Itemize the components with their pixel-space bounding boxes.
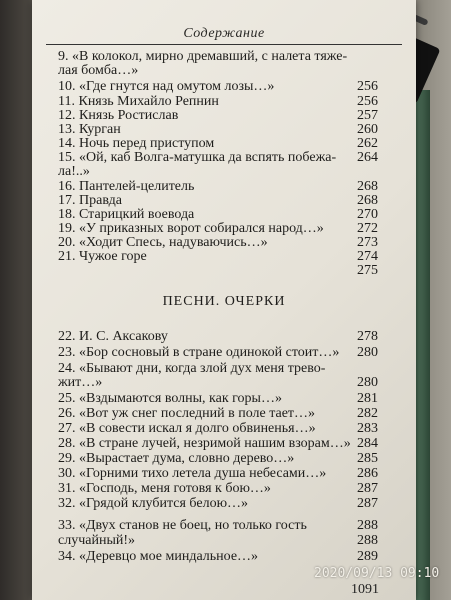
toc-entry bbox=[58, 550, 378, 564]
toc-entry bbox=[58, 236, 378, 250]
toc-entry bbox=[58, 437, 378, 451]
toc-entry-text: лая бомба…» bbox=[58, 63, 139, 78]
toc-entry-page: 286 bbox=[357, 466, 378, 481]
toc-entry bbox=[58, 422, 378, 436]
toc-entry-page: 278 bbox=[357, 329, 378, 344]
book-page bbox=[32, 0, 416, 600]
toc-entry-page: 262 bbox=[357, 136, 378, 151]
toc-entry bbox=[58, 392, 378, 406]
toc-entry-page: 268 bbox=[357, 193, 378, 208]
toc-entry-page: 270 bbox=[357, 207, 378, 222]
toc-entry-text: 32. «Грядой клубится белою…» bbox=[58, 496, 249, 511]
toc-entry bbox=[58, 519, 378, 533]
toc-entry bbox=[58, 50, 378, 64]
toc-entry bbox=[58, 362, 378, 376]
toc-entry-page: 288 bbox=[357, 533, 378, 548]
toc-entry-page: 268 bbox=[357, 179, 378, 194]
toc-entry-page: 272 bbox=[357, 221, 378, 236]
toc-entry-text: 33. «Двух станов не боец, но только гость bbox=[58, 518, 307, 533]
toc-entry-page: 256 bbox=[357, 94, 378, 109]
toc-entry bbox=[58, 534, 378, 548]
toc-entry-text: 26. «Вот уж снег последний в поле тает…» bbox=[58, 406, 316, 421]
toc-entry-text: 15. «Ой, каб Волга-матушка да вспять побежа- bbox=[58, 150, 337, 165]
toc-entry-text: 27. «В совести искал я долго обвиненья…» bbox=[58, 421, 316, 436]
toc-entry bbox=[58, 123, 378, 137]
toc-entry bbox=[58, 194, 378, 208]
toc-entry-page: 273 bbox=[357, 235, 378, 250]
toc-entry bbox=[58, 346, 378, 360]
toc-entry-text: 19. «У приказных ворот собирался народ…» bbox=[58, 221, 324, 236]
toc-entry bbox=[58, 151, 378, 165]
toc-entry bbox=[58, 222, 378, 236]
toc-entry-text: 22. И. С. Аксакову bbox=[58, 329, 168, 344]
toc-entry-text: 28. «В стране лучей, незримой нашим взорам…» bbox=[58, 436, 351, 451]
toc-entry-text: 34. «Деревцо мое миндальное…» bbox=[58, 549, 259, 564]
toc-entry-page: 260 bbox=[357, 122, 378, 137]
toc-entry-text: случайный!» bbox=[58, 533, 135, 548]
toc-entry bbox=[58, 250, 378, 264]
toc-entry bbox=[58, 208, 378, 222]
toc-entry-page: 284 bbox=[357, 436, 378, 451]
toc-entry bbox=[58, 376, 378, 390]
toc-entry bbox=[58, 467, 378, 481]
toc-entry bbox=[58, 180, 378, 194]
toc-entry-page: 280 bbox=[357, 375, 378, 390]
toc-entry-text: 16. Пантелей-целитель bbox=[58, 179, 195, 194]
toc-entry-page: 257 bbox=[357, 108, 378, 123]
toc-entry bbox=[58, 109, 378, 123]
toc-entry bbox=[58, 452, 378, 466]
toc-entry-text: 30. «Горними тихо летела душа небесами…» bbox=[58, 466, 327, 481]
toc-entry-page: 288 bbox=[357, 518, 378, 533]
toc-entry-text: жит…» bbox=[58, 375, 103, 390]
toc-entry bbox=[58, 482, 378, 496]
toc-entry-page: 287 bbox=[357, 481, 378, 496]
running-title: Содержание bbox=[183, 26, 265, 41]
toc-entry bbox=[58, 330, 378, 344]
toc-entry-text: ла!..» bbox=[58, 164, 90, 179]
toc-entry-text: 10. «Где гнутся над омутом лозы…» bbox=[58, 79, 275, 94]
toc-entry-page: 275 bbox=[357, 263, 378, 278]
toc-entry-text: 17. Правда bbox=[58, 193, 122, 208]
toc-entry bbox=[58, 497, 378, 511]
toc-entry-page: 280 bbox=[357, 345, 378, 360]
toc-entry-page: 289 bbox=[357, 549, 378, 564]
toc-entry-page: 287 bbox=[357, 496, 378, 511]
toc-entry bbox=[58, 165, 378, 179]
toc-entry-page: 282 bbox=[357, 406, 378, 421]
toc-entry-text: 20. «Ходит Спесь, надуваючись…» bbox=[58, 235, 268, 250]
toc-entry bbox=[58, 95, 378, 109]
toc-entry-page: 283 bbox=[357, 421, 378, 436]
page-number: 1091 bbox=[351, 582, 379, 597]
toc-entry-page: 264 bbox=[357, 150, 378, 165]
toc-entry-text: 23. «Бор сосновый в стране одинокой стоит…» bbox=[58, 345, 340, 360]
toc-entry-text: 9. «В колокол, мирно дремавший, с налета тяже- bbox=[58, 49, 348, 64]
toc-entry-text: 12. Князь Ростислав bbox=[58, 108, 179, 123]
toc-entry bbox=[58, 407, 378, 421]
toc-entry-text: 29. «Вырастает дума, словно дерево…» bbox=[58, 451, 295, 466]
section-title: ПЕСНИ. ОЧЕРКИ bbox=[162, 294, 286, 309]
toc-entry-text: 21. Чужое горе bbox=[58, 249, 147, 264]
header-rule bbox=[46, 44, 402, 45]
toc-entry-text: 25. «Вздымаются волны, как горы…» bbox=[58, 391, 282, 406]
toc-entry-text: 24. «Бывают дни, когда злой дух меня трево- bbox=[58, 361, 326, 376]
toc-entry-text: 11. Князь Михайло Репнин bbox=[58, 94, 219, 109]
toc-entry bbox=[58, 80, 378, 94]
toc-entry-page: 256 bbox=[357, 79, 378, 94]
toc-entry-text: 31. «Господь, меня готовя к бою…» bbox=[58, 481, 271, 496]
toc-entry-text: 18. Старицкий воевода bbox=[58, 207, 195, 222]
toc-entry-text: 13. Курган bbox=[58, 122, 121, 137]
toc-entry-page: 285 bbox=[357, 451, 378, 466]
toc-entry-page: 274 bbox=[357, 249, 378, 264]
toc-entry bbox=[58, 137, 378, 151]
toc-entry-page: 281 bbox=[357, 391, 378, 406]
toc-entry bbox=[58, 64, 378, 78]
toc-entry-text: 14. Ночь перед приступом bbox=[58, 136, 215, 151]
camera-timestamp: 2020/09/13 09:10 bbox=[314, 566, 440, 581]
